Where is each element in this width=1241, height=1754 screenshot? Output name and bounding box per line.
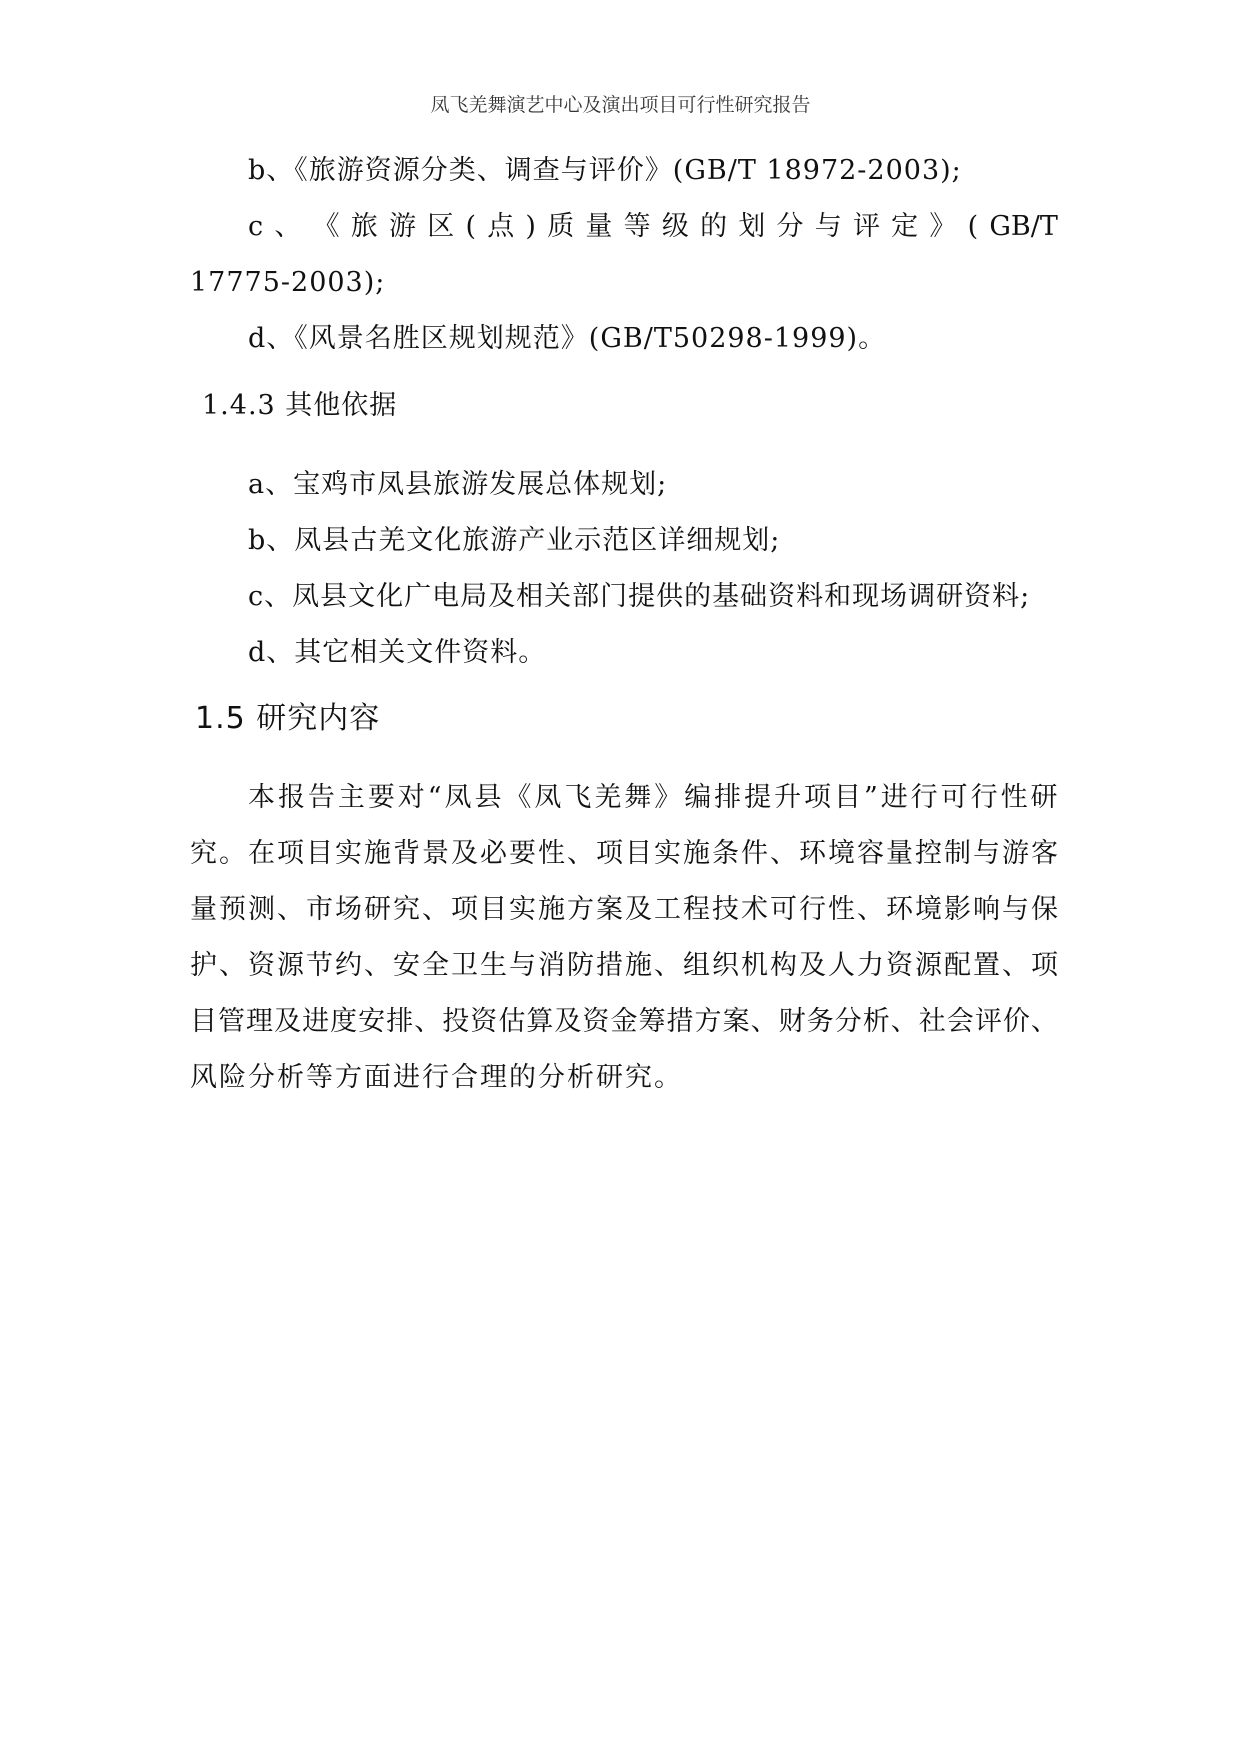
standard-item-c-token: GB/T (989, 211, 1058, 242)
standard-item-c-token: 与 (814, 211, 842, 242)
standard-item-c-token: ( (465, 211, 476, 242)
paragraph-line: 本报告主要对“凤县《凤飞羌舞》编排提升项目”进行可行性研 (248, 782, 1061, 813)
paragraph-line: 风险分析等方面进行合理的分析研究。 (190, 1062, 683, 1093)
page-header: 凤飞羌舞演艺中心及演出项目可行性研究报告 (430, 94, 811, 116)
standard-item-c-token: 点 (487, 211, 515, 242)
standard-item-c-token: 划 (738, 211, 766, 242)
standard-item-c-token: ( (967, 211, 979, 242)
paragraph-line: 护、资源节约、安全卫生与消防措施、组织机构及人力资源配置、项 (190, 950, 1060, 981)
subsection-heading-1-4-3: 1.4.3 其他依据 (202, 390, 398, 421)
standard-item-c-token: 旅 (350, 211, 378, 242)
standard-item-c-continuation: 17775-2003); (190, 267, 386, 298)
standard-item-c-token: ) (525, 211, 536, 242)
standard-item-c-token: 级 (661, 211, 689, 242)
standard-item-c-token: 等 (623, 211, 651, 242)
standard-item-c-token: 区 (427, 211, 455, 242)
paragraph-line: 目管理及进度安排、投资估算及资金筹措方案、财务分析、社会评价、 (190, 1006, 1059, 1037)
standard-item-c-token: 质 (547, 211, 575, 242)
paragraph-line: 量预测、市场研究、项目实施方案及工程技术可行性、环境影响与保 (190, 894, 1060, 925)
basis-item-b: b、凤县古羌文化旅游产业示范区详细规划; (248, 525, 781, 556)
standard-item-c-token: 》 (929, 211, 957, 242)
basis-item-c: c、凤县文化广电局及相关部门提供的基础资料和现场调研资料; (248, 581, 1031, 612)
standard-item-c-token: 的 (700, 211, 728, 242)
standard-item-b: b、《旅游资源分类、调查与评价》(GB/T 18972-2003); (248, 155, 962, 186)
standard-item-c (248, 210, 1058, 244)
standard-item-c-token: 游 (389, 211, 416, 242)
section-heading-1-5: 1.5 研究内容 (195, 701, 381, 736)
standard-item-c-token: 量 (585, 211, 613, 242)
basis-item-d: d、其它相关文件资料。 (248, 637, 547, 668)
standard-item-c-token: 评 (852, 211, 880, 242)
standard-item-c-token: 分 (776, 211, 804, 242)
standard-item-d: d、《风景名胜区规划规范》(GB/T50298-1999)。 (248, 323, 887, 354)
standard-item-c-token: 、 (274, 211, 302, 242)
standard-item-c-token: 定 (891, 211, 919, 242)
basis-item-a: a、宝鸡市凤县旅游发展总体规划; (248, 469, 668, 500)
standard-item-c-token: c (248, 211, 264, 242)
standard-item-c-token: 《 (312, 211, 340, 242)
paragraph-line: 究。在项目实施背景及必要性、项目实施条件、环境容量控制与游客 (190, 838, 1060, 869)
